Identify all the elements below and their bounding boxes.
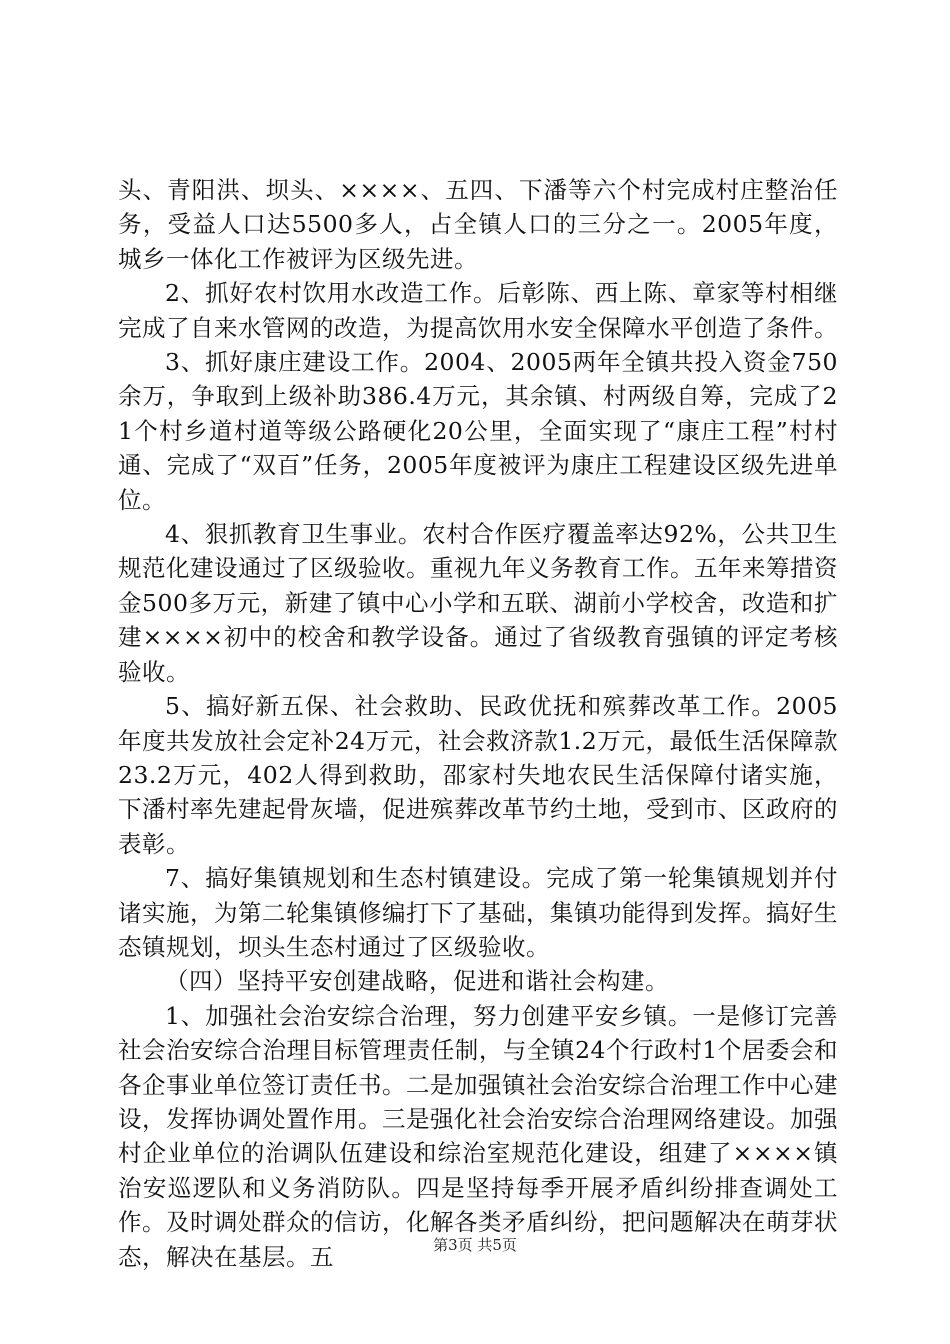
section-heading-safety: （四）坚持平安创建战略，促进和谐社会构建。 xyxy=(165,967,669,996)
paragraph-kangzhuang: 3、抓好康庄建设工作。2004、2005两年全镇共投入资金750余万，争取到上级补助386.4万元，其余镇、村两级自筹，完成了21个村乡道村道等级公路硬化20公里，全面实现了“康庄工程”村村通、完成了“双百”任务，2005年度被评为康庄工程建设区级先进单位。 xyxy=(118,348,838,514)
paragraph-social-assistance: 5、搞好新五保、社会救助、民政优抚和殡葬改革工作。2005年度共发放社会定补24万元，社会救济款1.2万元，最低生活保障款23.2万元，402人得到救助，邵家村失地农民生活保障付诸实施，下潘村率先建起骨灰墙，促进殡葬改革节约土地，受到市、区政府的表彰。 xyxy=(118,692,838,858)
paragraph-town-planning: 7、搞好集镇规划和生态村镇建设。完成了第一轮集镇规划并付诸实施，为第二轮集镇修编打下了基础，集镇功能得到发挥。搞好生态镇规划，坝头生态村通过了区级验收。 xyxy=(118,864,838,961)
paragraph-education-health: 4、狠抓教育卫生事业。农村合作医疗覆盖率达92%，公共卫生规范化建设通过了区级验收。重视九年义务教育工作。五年来筹措资金500多万元，新建了镇中心小学和五联、湖前小学校舍，改造和扩建××××初中的校舍和教学设备。通过了省级教育强镇的评定考核验收。 xyxy=(118,520,838,686)
paragraph-continuation: 头、青阳洪、坝头、××××、五四、下潘等六个村完成村庄整治任务，受益人口达5500多人，占全镇人口的三分之一。2005年度，城乡一体化工作被评为区级先进。 xyxy=(118,176,838,273)
paragraph-drinking-water: 2、抓好农村饮用水改造工作。后彰陈、西上陈、章家等村相继完成了自来水管网的改造，为提高饮用水安全保障水平创造了条件。 xyxy=(118,279,838,342)
page-footer: 第3页 共5页 xyxy=(433,1236,517,1254)
paragraph-public-security: 1、加强社会治安综合治理，努力创建平安乡镇。一是修订完善社会治安综合治理目标管理责任制，与全镇24个行政村1个居委会和各企事业单位签订责任书。二是加强镇社会治安综合治理工作中心建设，发挥协调处置作用。三是强化社会治安综合治理网络建设。加强村企业单位的治调队伍建设和综治室规范化建设，组建了××××镇治安巡逻队和义务消防队。四是坚持每季开展矛盾纠纷排查调处工作。及时调处群众的信访，化解各类矛盾纠纷，把问题解决在萌芽状态，解决在基层。五 xyxy=(118,1001,838,1271)
document-body xyxy=(118,173,838,1274)
